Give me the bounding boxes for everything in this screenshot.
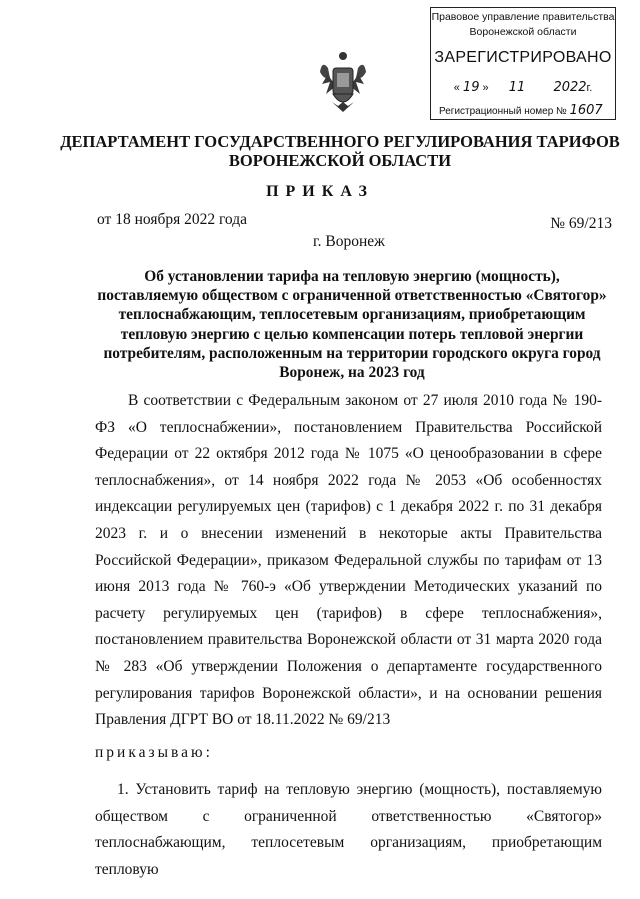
order-city: г. Воронеж xyxy=(313,233,385,250)
stamp-reg-number: 1607 xyxy=(569,103,603,118)
body-paragraph-1: В соответствии с Федеральным законом от 27 июля 2010 года № 190-ФЗ «О теплоснабжении», постановлением Правительства Российской Федерации от 22 октября 2012 года № 1075 «О ценообразовании в сфере теплоснабжения», от 14 ноября 2022 года № 2053 «Об особенностях индексации регулируемых цен (тарифов) с 1 декабря 2022 г. по 31 декабря 2023 г. и о внесении изменений в некоторые акты Правительства Российской Федерации», приказом Федеральной службы по тарифам от 13 июня 2013 года № 760-э «Об утверждении Методических указаний по расчету регулируемых цен (тарифов) в сфере теплоснабжения», постановлением правительства Воронежской области от 31 марта 2020 года № 283 «Об утверждении Положения о департаменте государственного регулирования тарифов Воронежской области», и на основании решения Правления ДГРТ ВО от 18.11.2022 № 69/213 xyxy=(95,392,602,729)
stamp-date-year: 2022 xyxy=(553,80,587,95)
stamp-date-suffix: г. xyxy=(586,82,593,94)
body-paragraph-2: 1. Установить тариф на тепловую энергию (мощность), поставляемую обществом с ограниченной ответственностью «Святогор» теплоснабжающим, теплосетевым организациям, приобретающим тепловую xyxy=(95,781,602,878)
stamp-date: « 19 » 11 2022г. xyxy=(453,80,593,95)
registration-stamp xyxy=(430,7,616,120)
document-type: ПРИКАЗ xyxy=(266,183,374,200)
stamp-date-day: 19 xyxy=(462,80,480,95)
document-title: Об установлении тарифа на тепловую энергию (мощность), поставляемую обществом с ограниченной ответственностью «Святогор» теплоснабжающим, теплосетевым организациям, приобретающим тепловую энергию с целью компенсации потерь тепловой энергии потребителям, расположенным на территории городского округа город Воронеж, на 2023 год xyxy=(97,268,607,382)
department-name: ДЕПАРТАМЕНТ ГОСУДАРСТВЕННОГО РЕГУЛИРОВАНИЯ ТАРИФОВ ВОРОНЕЖСКОЙ ОБЛАСТИ xyxy=(60,132,620,170)
order-word: приказываю: xyxy=(95,744,213,761)
stamp-reg-label: Регистрационный номер № xyxy=(439,106,567,117)
order-number: № 69/213 xyxy=(550,215,612,232)
stamp-line-2: Воронежской области xyxy=(469,26,577,38)
stamp-registered: ЗАРЕГИСТРИРОВАНО xyxy=(434,49,612,66)
order-date: от 18 ноября 2022 года xyxy=(97,211,248,228)
stamp-line-1: Правовое управление правительства xyxy=(431,11,615,23)
stamp-date-month: 11 xyxy=(508,80,526,95)
coat-of-arms-icon xyxy=(318,50,368,114)
stamp-reg-number-line xyxy=(439,103,609,118)
